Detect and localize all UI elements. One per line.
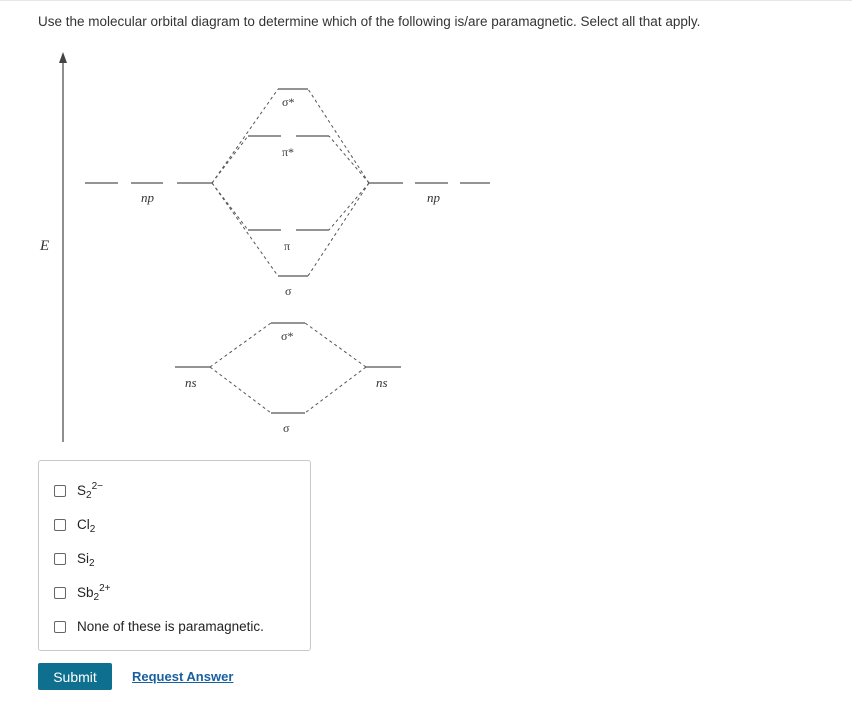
checkbox-none-paramagnetic[interactable]	[54, 621, 66, 633]
choice-sb2-2plus[interactable]	[54, 583, 111, 603]
mo-diagram	[30, 44, 490, 449]
np-correlation-lines	[212, 89, 369, 276]
energy-axis-arrowhead	[59, 52, 67, 63]
request-answer-link[interactable]: Request Answer	[132, 669, 234, 684]
choice-none-paramagnetic[interactable]	[54, 619, 264, 634]
answer-choices-box	[38, 460, 311, 651]
sigma-2s-label: σ	[283, 421, 290, 435]
top-divider	[0, 0, 852, 1]
choice-s2-2minus[interactable]	[54, 481, 103, 501]
choice-none-paramagnetic-label: None of these is paramagnetic.	[77, 619, 264, 634]
choice-si2[interactable]	[54, 551, 95, 569]
sigma-star-2p-label: σ*	[282, 95, 295, 109]
energy-axis-label: E	[40, 238, 50, 254]
sigma-2p-label: σ	[285, 284, 292, 298]
pi-star-2p-label: π*	[282, 145, 295, 159]
left-np-label: np	[141, 190, 154, 205]
checkbox-cl2[interactable]	[54, 519, 66, 531]
pi-2p-label: π	[284, 239, 291, 253]
left-ns-label: ns	[185, 375, 197, 390]
choice-cl2-label: $Cl_2$	[77, 517, 96, 535]
right-np-label: np	[427, 190, 440, 205]
submit-button[interactable]: Submit	[38, 663, 112, 690]
checkbox-si2[interactable]	[54, 553, 66, 565]
choice-s2-2minus-label: $S_2^{2-}$	[77, 481, 103, 501]
checkbox-sb2-2plus[interactable]	[54, 587, 66, 599]
right-ns-label: ns	[376, 375, 388, 390]
choice-sb2-2plus-label: $Sb_2^{2+}$	[77, 583, 111, 603]
choice-cl2[interactable]	[54, 517, 96, 535]
choice-si2-label: $Si_2$	[77, 551, 95, 569]
checkbox-s2-2minus[interactable]	[54, 485, 66, 497]
sigma-star-2s-label: σ*	[281, 329, 294, 343]
question-text: Use the molecular orbital diagram to determine which of the following is/are paramagnetic. Select all that apply.	[38, 14, 701, 29]
